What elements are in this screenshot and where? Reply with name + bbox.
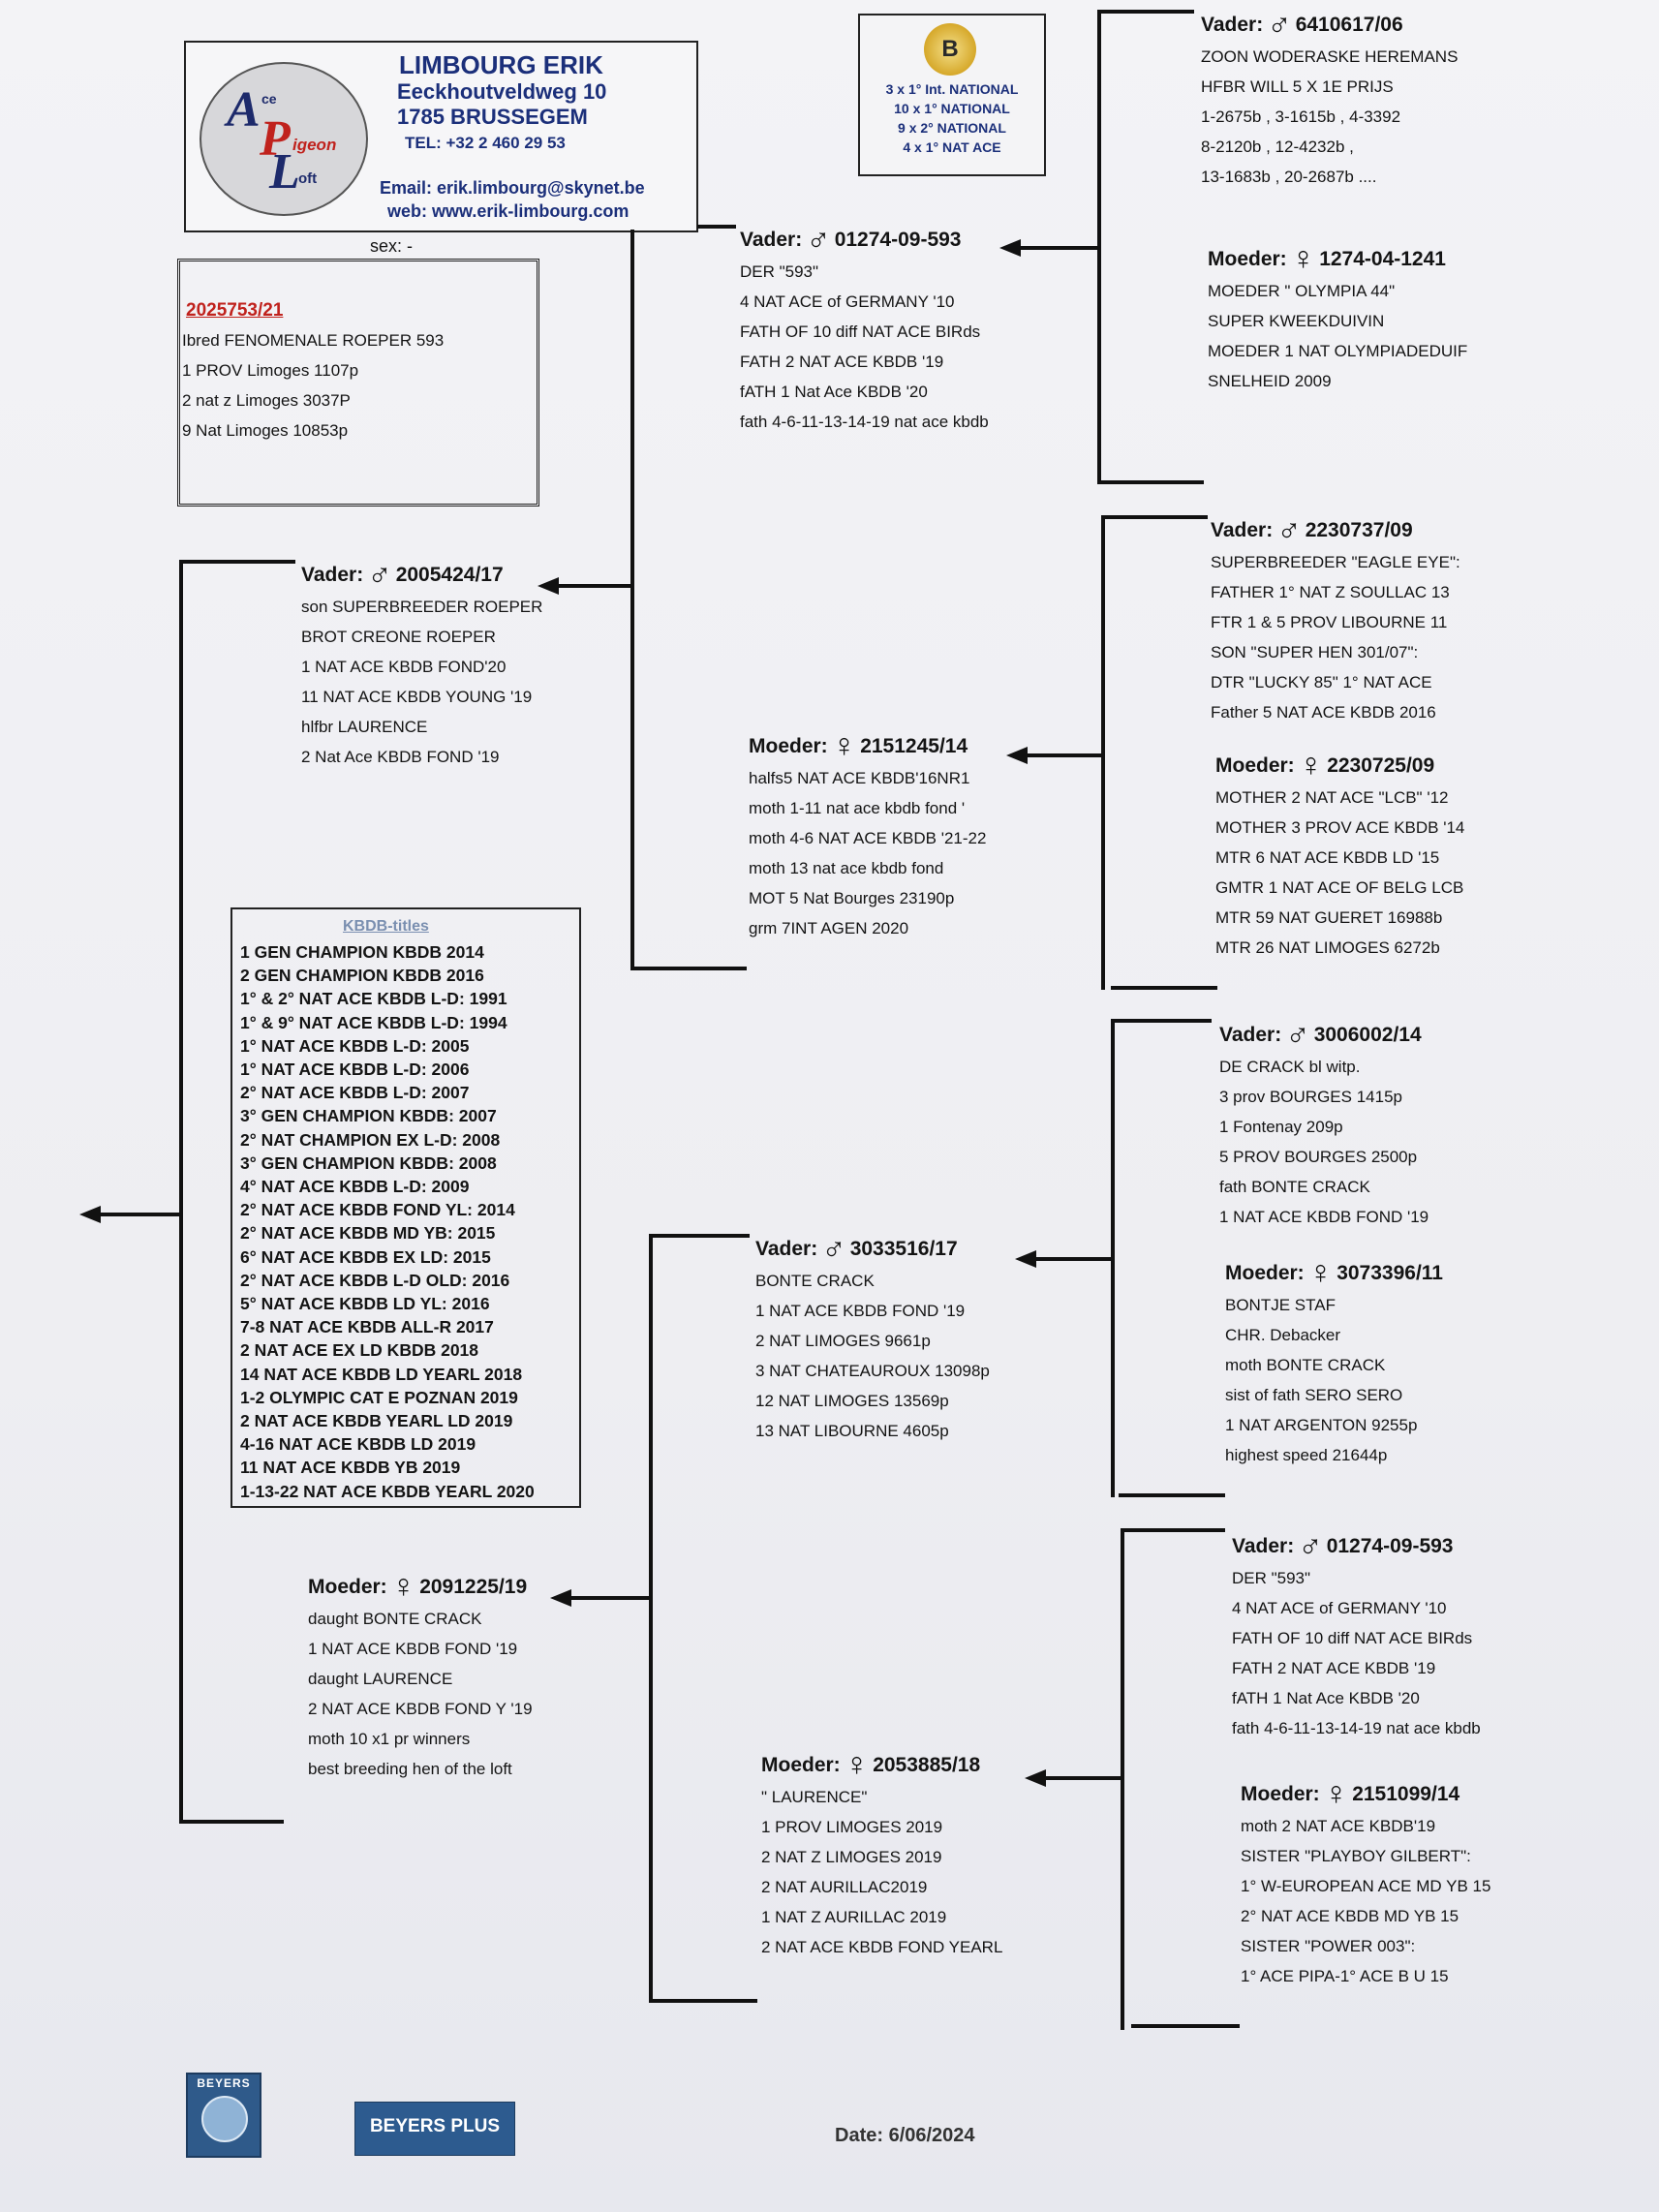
female-symbol-icon: ♀ [390, 1568, 416, 1605]
kbdb-title: 4-16 NAT ACE KBDB LD 2019 [240, 1434, 476, 1455]
ring-number: 2091225/19 [419, 1576, 528, 1598]
card-detail-line: 2 NAT ACE KBDB FOND Y '19 [308, 1700, 533, 1718]
card-detail-line: BONTJE STAF [1225, 1296, 1336, 1314]
card-heading [740, 223, 989, 257]
subject-line: 2 nat z Limoges 3037P [182, 391, 351, 410]
card-detail-line: moth 10 x1 pr winners [308, 1730, 471, 1748]
card-heading [749, 729, 986, 763]
logo-igeon: igeon [292, 136, 337, 154]
card-detail-line: CHR. Debacker [1225, 1326, 1341, 1344]
card-detail-line: 8-2120b , 12-4232b , [1201, 138, 1354, 156]
parent-label: Vader: [1219, 1024, 1282, 1046]
connector-line [649, 1999, 757, 2003]
kbdb-title: 2° NAT ACE KBDB FOND YL: 2014 [240, 1200, 515, 1220]
card-fm-mother [1215, 749, 1464, 963]
card-detail-line: 2° NAT ACE KBDB MD YB 15 [1241, 1907, 1459, 1925]
bird-icon [201, 2096, 248, 2142]
connector-line [179, 560, 295, 564]
card-father-father [740, 223, 989, 437]
loft-logo [200, 62, 368, 216]
card-detail-line: BONTE CRACK [755, 1272, 875, 1290]
card-mother [308, 1570, 533, 1784]
card-detail-line: MTR 6 NAT ACE KBDB LD '15 [1215, 848, 1440, 867]
card-detail-line: Father 5 NAT ACE KBDB 2016 [1211, 703, 1436, 722]
card-detail-line: best breeding hen of the loft [308, 1760, 512, 1778]
connector-line [1101, 515, 1208, 519]
card-detail-line: moth 4-6 NAT ACE KBDB '21-22 [749, 829, 987, 847]
beyers-plus-text: BEYERS PLUS [369, 2116, 501, 2136]
kbdb-title: 11 NAT ACE KBDB YB 2019 [240, 1458, 461, 1478]
connector-line [1131, 2024, 1240, 2028]
badge-line: 10 x 1° NATIONAL [894, 101, 1010, 116]
kbdb-titles-box [230, 907, 581, 1508]
subject-line: Ibred FENOMENALE ROEPER 593 [182, 331, 445, 350]
card-detail-line: 4 NAT ACE of GERMANY '10 [1232, 1599, 1447, 1617]
card-detail-line: daught BONTE CRACK [308, 1610, 482, 1628]
card-detail-line: daught LAURENCE [308, 1670, 453, 1688]
kbdb-title: 1° & 2° NAT ACE KBDB L-D: 1991 [240, 989, 507, 1009]
subject-line: 9 Nat Limoges 10853p [182, 421, 349, 440]
card-detail-line: FATH 2 NAT ACE KBDB '19 [740, 353, 944, 371]
card-detail-line: 11 NAT ACE KBDB YOUNG '19 [301, 688, 533, 706]
parent-label: Vader: [1232, 1535, 1295, 1557]
badge-lines [860, 79, 1044, 157]
female-symbol-icon: ♀ [831, 727, 857, 764]
card-detail-line: moth 2 NAT ACE KBDB'19 [1241, 1817, 1436, 1835]
card-detail-line: sist of fath SERO SERO [1225, 1386, 1403, 1404]
card-mf-mother [1225, 1256, 1443, 1470]
arrow-left-icon [999, 239, 1021, 257]
female-symbol-icon: ♀ [1307, 1254, 1334, 1291]
card-detail-line: MOT 5 Nat Bourges 23190p [749, 889, 955, 907]
kbdb-title: 2 GEN CHAMPION KBDB 2016 [240, 966, 484, 986]
card-detail-line: 12 NAT LIMOGES 13569p [755, 1392, 949, 1410]
card-detail-line: 4 NAT ACE of GERMANY '10 [740, 292, 955, 311]
card-detail-line: DE CRACK bl witp. [1219, 1058, 1361, 1076]
connector-line [1111, 1019, 1212, 1023]
parent-label: Vader: [1211, 519, 1274, 541]
card-detail-line: ZOON WODERASKE HEREMANS [1201, 47, 1459, 66]
card-detail-line: 1 Fontenay 209p [1219, 1118, 1343, 1136]
kbdb-title: 1° & 9° NAT ACE KBDB L-D: 1994 [240, 1012, 507, 1032]
card-detail-line: DTR "LUCKY 85" 1° NAT ACE [1211, 673, 1432, 691]
parent-label: Moeder: [1241, 1783, 1320, 1805]
badge-line: 3 x 1° Int. NATIONAL [885, 81, 1019, 97]
sex-label: sex: - [370, 236, 414, 256]
breeder-header-box [184, 41, 698, 232]
kbdb-title: 1-13-22 NAT ACE KBDB YEARL 2020 [240, 1481, 535, 1501]
card-heading [761, 1748, 1002, 1782]
ring-number: 3033516/17 [849, 1238, 958, 1260]
card-detail-line: MOTHER 2 NAT ACE "LCB" '12 [1215, 788, 1449, 807]
card-detail-line: 1-2675b , 3-1615b , 4-3392 [1201, 108, 1401, 126]
card-detail-line: 1 PROV LIMOGES 2019 [761, 1818, 943, 1836]
kbdb-title: 5° NAT ACE KBDB LD YL: 2016 [240, 1294, 490, 1314]
male-symbol-icon: ♂ [1298, 1527, 1323, 1564]
card-detail-line: 13-1683b , 20-2687b .... [1201, 168, 1377, 186]
ring-number: 2230737/09 [1305, 519, 1413, 541]
ring-number: 3006002/14 [1313, 1024, 1422, 1046]
subject-ring: 2025753/21 [186, 300, 284, 321]
card-detail-line: 1 NAT ACE KBDB FOND '19 [308, 1640, 518, 1658]
male-symbol-icon: ♂ [1267, 6, 1292, 43]
connector-line [697, 225, 736, 229]
kbdb-title: 2° NAT CHAMPION EX L-D: 2008 [240, 1129, 501, 1150]
kbdb-title: 2 NAT ACE KBDB YEARL LD 2019 [240, 1411, 513, 1431]
card-detail-line: FTR 1 & 5 PROV LIBOURNE 11 [1211, 613, 1448, 631]
connector-line [99, 1213, 181, 1216]
card-detail-line: " LAURENCE" [761, 1788, 868, 1806]
logo-letter-p: P [260, 111, 291, 167]
logo-letter-l: L [269, 144, 300, 200]
card-detail-line: son SUPERBREEDER ROEPER [301, 598, 543, 616]
connector-line [557, 584, 632, 588]
card-detail-line: moth 1-11 nat ace kbdb fond ' [749, 799, 966, 817]
ring-number: 2151245/14 [860, 735, 968, 757]
kbdb-title: 7-8 NAT ACE KBDB ALL-R 2017 [240, 1317, 494, 1337]
card-detail-line: DER "593" [1232, 1569, 1311, 1587]
male-symbol-icon: ♂ [821, 1230, 846, 1267]
logo-ce: ce [261, 91, 277, 107]
connector-line [649, 1234, 653, 2003]
parent-label: Moeder: [1225, 1262, 1305, 1284]
parent-label: Moeder: [749, 735, 828, 757]
card-detail-line: 2 NAT Z LIMOGES 2019 [761, 1848, 942, 1866]
kbdb-title: 4° NAT ACE KBDB L-D: 2009 [240, 1177, 470, 1197]
card-detail-line: DER "593" [740, 262, 819, 281]
card-heading [1225, 1256, 1443, 1290]
ring-number: 2230725/09 [1327, 754, 1435, 777]
logo-oft: oft [298, 170, 318, 187]
parent-label: Moeder: [1215, 754, 1295, 777]
card-heading [755, 1232, 990, 1266]
card-detail-line: 2 Nat Ace KBDB FOND '19 [301, 748, 500, 766]
kbdb-title: 14 NAT ACE KBDB LD YEARL 2018 [240, 1364, 523, 1384]
connector-line [179, 1820, 284, 1824]
card-detail-line: 3 prov BOURGES 1415p [1219, 1088, 1402, 1106]
card-mother-mother [761, 1748, 1002, 1962]
card-detail-line: moth BONTE CRACK [1225, 1356, 1386, 1374]
ring-number: 1274-04-1241 [1319, 248, 1446, 270]
card-detail-line: fATH 1 Nat Ace KBDB '20 [740, 383, 928, 401]
card-detail-line: MTR 26 NAT LIMOGES 6272b [1215, 938, 1440, 957]
card-heading [1219, 1018, 1429, 1052]
card-father-mother [749, 729, 986, 943]
parent-label: Moeder: [1208, 248, 1287, 270]
card-detail-line: MOTHER 3 PROV ACE KBDB '14 [1215, 818, 1465, 837]
male-symbol-icon: ♂ [367, 556, 392, 593]
emblem-letter: B [941, 36, 959, 62]
ring-number: 2005424/17 [395, 564, 504, 586]
card-detail-line: 3 NAT CHATEAUROUX 13098p [755, 1362, 990, 1380]
breeder-email[interactable]: Email: erik.limbourg@skynet.be [380, 178, 645, 198]
breeder-street: Eeckhoutveldweg 10 [397, 79, 607, 104]
kbdb-title: 2° NAT ACE KBDB MD YB: 2015 [240, 1223, 496, 1244]
card-detail-line: SUPER KWEEKDUIVIN [1208, 312, 1385, 330]
card-detail-line: fath 4-6-11-13-14-19 nat ace kbdb [740, 413, 989, 431]
kbdb-title: 1° NAT ACE KBDB L-D: 2006 [240, 1060, 470, 1080]
connector-line [179, 560, 183, 1824]
card-detail-line: 2 NAT LIMOGES 9661p [755, 1332, 931, 1350]
card-detail-line: 1 NAT ARGENTON 9255p [1225, 1416, 1418, 1434]
ring-number: 3073396/11 [1336, 1262, 1443, 1284]
card-heading [308, 1570, 533, 1604]
kbdb-title: 2° NAT ACE KBDB L-D: 2007 [240, 1083, 470, 1103]
connector-line [1097, 10, 1194, 14]
male-symbol-icon: ♂ [806, 221, 831, 258]
breeder-name: LIMBOURG ERIK [399, 50, 603, 79]
connector-line [630, 967, 747, 970]
kbdb-title: 1° NAT ACE KBDB L-D: 2005 [240, 1035, 470, 1056]
kbdb-title: 2 NAT ACE EX LD KBDB 2018 [240, 1340, 479, 1361]
breeder-city: 1785 BRUSSEGEM [397, 105, 588, 129]
card-detail-line: grm 7INT AGEN 2020 [749, 919, 909, 937]
subject-line: 1 PROV Limoges 1107p [182, 361, 359, 380]
arrow-left-icon [550, 1589, 571, 1607]
arrow-left-icon [1025, 1769, 1046, 1787]
card-detail-line: 1 NAT ACE KBDB FOND '19 [1219, 1208, 1429, 1226]
card-detail-line: 2 NAT ACE KBDB FOND YEARL [761, 1938, 1003, 1956]
ring-number: 01274-09-593 [834, 229, 962, 251]
card-detail-line: BROT CREONE ROEPER [301, 628, 496, 646]
ring-number: 2151099/14 [1352, 1783, 1460, 1805]
breeder-website[interactable]: web: www.erik-limbourg.com [387, 201, 630, 221]
connector-line [1097, 480, 1204, 484]
card-detail-line: HFBR WILL 5 X 1E PRIJS [1201, 77, 1394, 96]
connector-line [1101, 515, 1105, 990]
card-father [301, 558, 542, 772]
card-detail-line: fath 4-6-11-13-14-19 nat ace kbdb [1232, 1719, 1481, 1737]
female-symbol-icon: ♀ [1290, 240, 1316, 277]
parent-label: Vader: [755, 1238, 818, 1260]
connector-line [1034, 1257, 1113, 1261]
card-detail-line: MTR 59 NAT GUERET 16988b [1215, 908, 1443, 927]
parent-label: Moeder: [308, 1576, 387, 1598]
card-detail-line: FATHER 1° NAT Z SOULLAC 13 [1211, 583, 1450, 601]
beyers-plus-logo [354, 2102, 515, 2156]
kbdb-title: 3° GEN CHAMPION KBDB: 2008 [240, 1152, 497, 1173]
arrow-left-icon [79, 1206, 101, 1223]
card-heading [1232, 1529, 1481, 1563]
parent-label: Vader: [301, 564, 364, 586]
card-detail-line: FATH 2 NAT ACE KBDB '19 [1232, 1659, 1436, 1677]
beyers-logo [186, 2073, 261, 2158]
card-detail-line: hlfbr LAURENCE [301, 718, 428, 736]
parent-label: Vader: [740, 229, 803, 251]
subject-details [182, 325, 444, 445]
connector-line [1026, 753, 1103, 757]
card-heading [1215, 749, 1464, 783]
kbdb-titles-heading: KBDB-titles [343, 918, 429, 935]
connector-line [1121, 1528, 1225, 1532]
kbdb-title: 1-2 OLYMPIC CAT E POZNAN 2019 [240, 1387, 518, 1407]
connector-line [630, 230, 634, 970]
card-detail-line: MOEDER 1 NAT OLYMPIADEDUIF [1208, 342, 1468, 360]
card-mm-father [1232, 1529, 1481, 1743]
card-detail-line: 1° W-EUROPEAN ACE MD YB 15 [1241, 1877, 1491, 1895]
female-symbol-icon: ♀ [1298, 747, 1324, 783]
ring-number: 2053885/18 [873, 1754, 981, 1776]
card-detail-line: fath BONTE CRACK [1219, 1178, 1370, 1196]
card-mm-mother [1241, 1777, 1490, 1991]
badge-line: 4 x 1° NAT ACE [903, 139, 1001, 155]
card-detail-line: 5 PROV BOURGES 2500p [1219, 1148, 1418, 1166]
connector-line [1111, 986, 1217, 990]
card-detail-line: highest speed 21644p [1225, 1446, 1388, 1464]
card-detail-line: 1 NAT ACE KBDB FOND '19 [755, 1302, 966, 1320]
connector-line [1044, 1776, 1122, 1780]
card-heading [1201, 8, 1458, 42]
card-detail-line: SON "SUPER HEN 301/07": [1211, 643, 1419, 661]
connector-line [649, 1234, 750, 1238]
emblem-icon [924, 23, 976, 76]
card-detail-line: SISTER "PLAYBOY GILBERT": [1241, 1847, 1471, 1865]
card-detail-line: 1 NAT Z AURILLAC 2019 [761, 1908, 947, 1926]
male-symbol-icon: ♂ [1276, 511, 1302, 548]
connector-line [1019, 246, 1099, 250]
logo-letter-a: A [227, 82, 261, 138]
card-detail-line: GMTR 1 NAT ACE OF BELG LCB [1215, 878, 1464, 897]
card-detail-line: 2 NAT AURILLAC2019 [761, 1878, 928, 1896]
card-heading [1211, 513, 1460, 547]
card-detail-line: 1° ACE PIPA-1° ACE B U 15 [1241, 1967, 1449, 1985]
kbdb-titles-list [240, 940, 535, 1503]
card-detail-line: SISTER "POWER 003": [1241, 1937, 1416, 1955]
kbdb-title: 6° NAT ACE KBDB EX LD: 2015 [240, 1246, 491, 1267]
card-detail-line: 1 NAT ACE KBDB FOND'20 [301, 658, 507, 676]
card-detail-line: 13 NAT LIBOURNE 4605p [755, 1422, 949, 1440]
badge-line: 9 x 2° NATIONAL [898, 120, 1006, 136]
parent-label: Moeder: [761, 1754, 841, 1776]
connector-line [569, 1596, 651, 1600]
card-detail-line: FATH OF 10 diff NAT ACE BIRds [1232, 1629, 1473, 1647]
card-detail-line: SNELHEID 2009 [1208, 372, 1332, 390]
card-ff-father [1201, 8, 1458, 192]
card-mother-father [755, 1232, 990, 1446]
arrow-left-icon [1006, 747, 1028, 764]
card-heading [1241, 1777, 1490, 1811]
card-detail-line: moth 13 nat ace kbdb fond [749, 859, 944, 877]
card-detail-line: fATH 1 Nat Ace KBDB '20 [1232, 1689, 1420, 1707]
parent-label: Vader: [1201, 14, 1264, 36]
card-detail-line: halfs5 NAT ACE KBDB'16NR1 [749, 769, 970, 787]
ring-number: 6410617/06 [1295, 14, 1403, 36]
achievement-badge [858, 14, 1046, 176]
card-ff-mother [1208, 242, 1467, 396]
card-heading [1208, 242, 1467, 276]
ring-number: 01274-09-593 [1326, 1535, 1454, 1557]
beyers-logo-text: BEYERS [197, 2076, 251, 2090]
kbdb-title: 2° NAT ACE KBDB L-D OLD: 2016 [240, 1270, 510, 1290]
male-symbol-icon: ♂ [1285, 1016, 1310, 1053]
print-date: Date: 6/06/2024 [835, 2125, 975, 2146]
subject-box [177, 259, 539, 507]
card-detail-line: FATH OF 10 diff NAT ACE BIRds [740, 323, 981, 341]
card-mf-father [1219, 1018, 1429, 1232]
card-detail-line: SUPERBREEDER "EAGLE EYE": [1211, 553, 1460, 571]
card-heading [301, 558, 542, 592]
kbdb-title: 3° GEN CHAMPION KBDB: 2007 [240, 1106, 497, 1126]
connector-line [1119, 1493, 1225, 1497]
kbdb-title: 1 GEN CHAMPION KBDB 2014 [240, 942, 484, 962]
arrow-left-icon [1015, 1250, 1036, 1268]
breeder-phone: TEL: +32 2 460 29 53 [405, 134, 566, 152]
card-fm-father [1211, 513, 1460, 727]
card-detail-line: MOEDER " OLYMPIA 44" [1208, 282, 1396, 300]
female-symbol-icon: ♀ [1323, 1775, 1349, 1812]
female-symbol-icon: ♀ [844, 1746, 870, 1783]
